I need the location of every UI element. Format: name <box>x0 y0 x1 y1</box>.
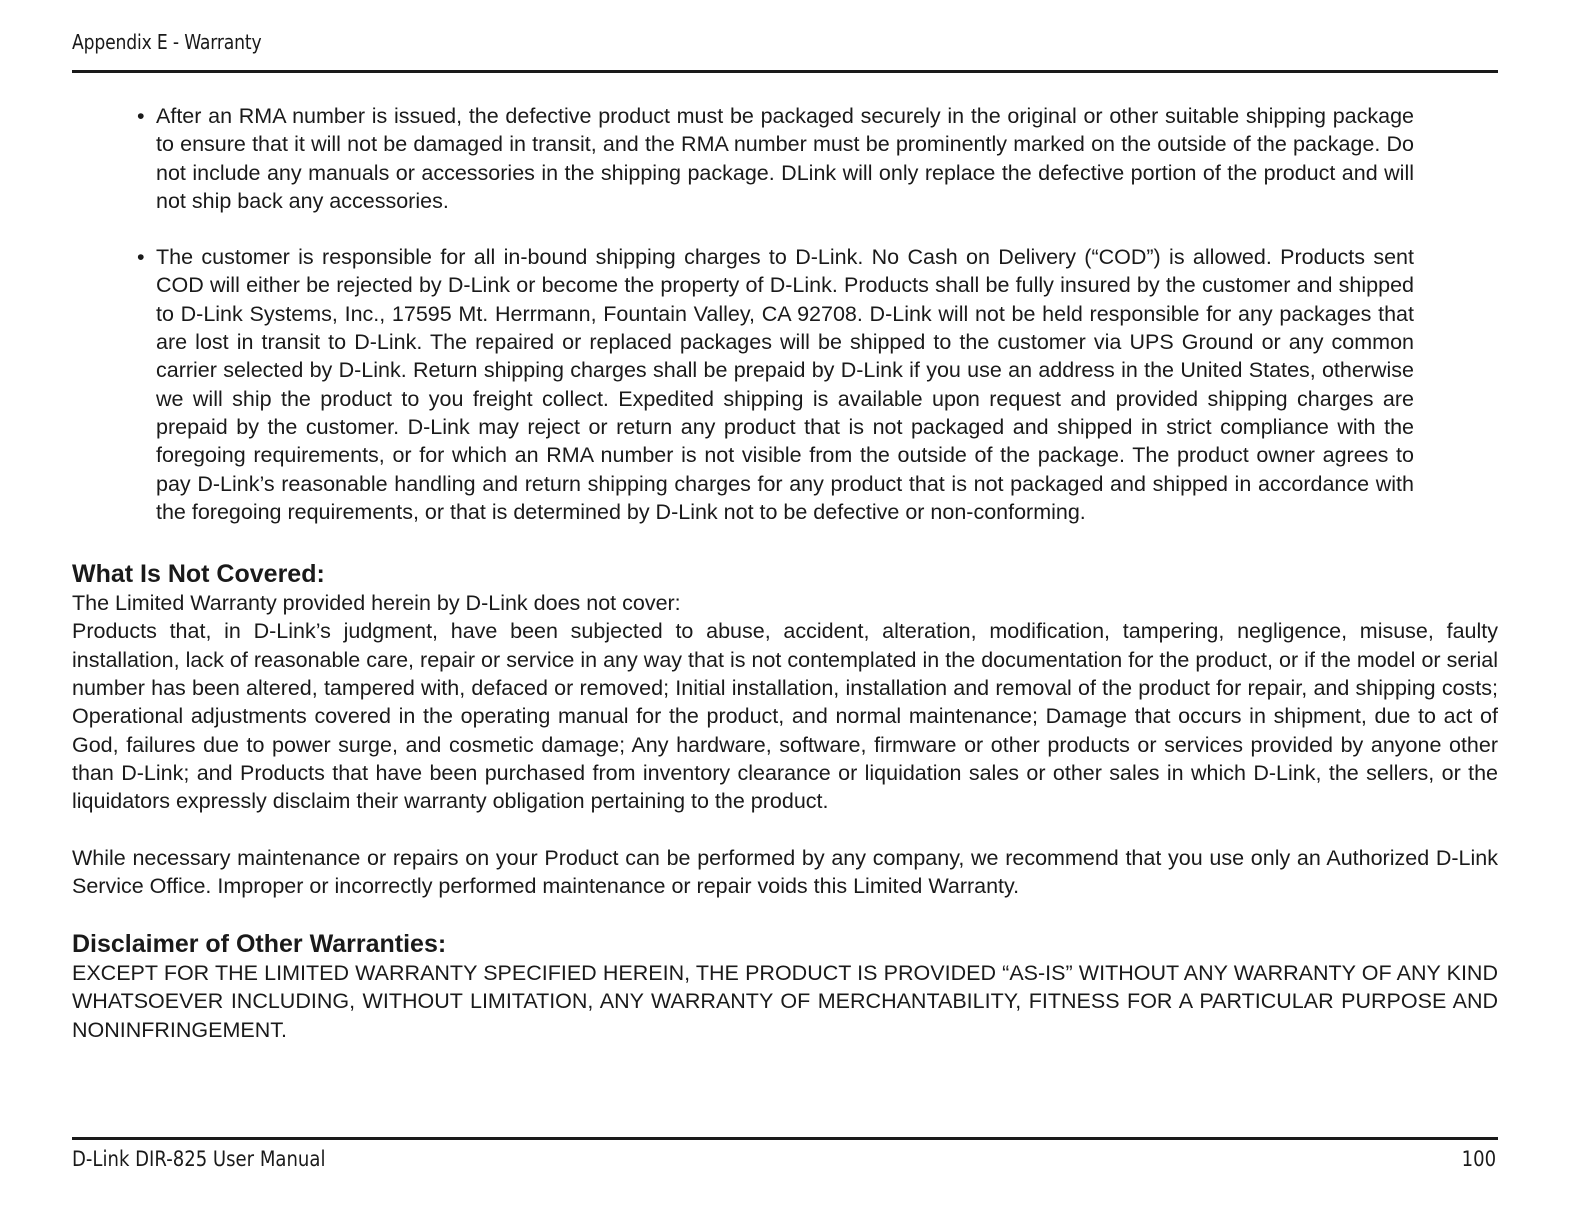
not-covered-heading: What Is Not Covered: <box>72 560 325 589</box>
bullet-text: The customer is responsible for all in-bound shipping charges to D-Link. No Cash on Delivery (“COD”) is allowed. Products sent COD will either be rejected by D-Link or become the property of D-Link. Products shall be fully insured by the customer and shipped to D-Link Systems, Inc., 17595 Mt. Herrmann, Fountain Valley, CA 92708. D-Link will not be held responsible for any packages that are lost in transit to D-Link. The repaired or replaced packages will be shipped to the customer via UPS Ground or any common carrier selected by D-Link. Return shipping charges shall be prepaid by D-Link if you use an address in the United States, otherwise we will ship the product to you freight collect. Expedited shipping is available upon request and provided shipping charges are prepaid by the customer. D-Link may reject or return any product that is not packaged and shipped in strict compliance with the foregoing requirements, or for which an RMA number is not visible from the outside of the package. The product owner agrees to pay D-Link’s reasonable handling and return shipping charges for any product that is not packaged and shipped in accordance with the foregoing requirements, or that is determined by D-Link not to be defective or non-conforming. <box>156 245 1414 524</box>
footer-divider <box>72 1137 1498 1140</box>
footer-manual-title: D-Link DIR-825 User Manual <box>72 1147 326 1171</box>
bullet-marker: • <box>137 104 145 128</box>
not-covered-intro: The Limited Warranty provided herein by D-Link does not cover: <box>72 591 681 616</box>
bullet-marker: • <box>137 245 145 270</box>
disclaimer-body: EXCEPT FOR THE LIMITED WARRANTY SPECIFIED HEREIN, THE PRODUCT IS PROVIDED “AS-IS” WITHOUT ANY WARRANTY OF ANY KIND WHATSOEVER INCLUDING, WITHOUT LIMITATION, ANY WARRANTY OF MERCHANTABILITY, FITNESS FOR A PARTICULAR PURPOSE AND NONINFRINGEMENT. <box>72 961 1498 1042</box>
header-divider <box>72 70 1498 73</box>
page-content <box>72 102 1498 1044</box>
not-covered-body: Products that, in D-Link’s judgment, have been subjected to abuse, accident, alteration, modification, tampering, negligence, misuse, faulty installation, lack of reasonable care, repair or service in any way that is not contemplated in the documentation for the product, or if the model or serial number has been altered, tampered with, defaced or removed; Initial installation, installation and removal of the product for repair, and shipping costs; Operational adjustments covered in the operating manual for the product, and normal maintenance; Damage that occurs in shipment, due to act of God, failures due to power surge, and cosmetic damage; Any hardware, software, firmware or other products or services provided by anyone other than D-Link; and Products that have been purchased from inventory clearance or liquidation sales or other sales in which D-Link, the sellers, or the liquidators expressly disclaim their warranty obligation pertaining to the product. <box>72 619 1498 814</box>
page-header-title: Appendix E - Warranty <box>72 30 262 54</box>
disclaimer-heading: Disclaimer of Other Warranties: <box>72 930 447 959</box>
bullet-text: After an RMA number is issued, the defective product must be packaged securely in the original or other suitable shipping package to ensure that it will not be damaged in transit, and the RMA number must be prominently marked on the outside of the package. Do not include any manuals or accessories in the shipping package. DLink will only replace the defective portion of the product and will not ship back any accessories. <box>156 104 1414 213</box>
bullet-shipping-charges <box>137 243 1414 526</box>
maintenance-paragraph: While necessary maintenance or repairs on your Product can be performed by any company, we recommend that you use only an Authorized D-Link Service Office. Improper or incorrectly performed maintenance or repair voids this Limited Warranty. <box>72 845 1498 898</box>
bullet-rma-packaging <box>137 102 1414 215</box>
footer-page-number: 100 <box>1461 1147 1496 1171</box>
